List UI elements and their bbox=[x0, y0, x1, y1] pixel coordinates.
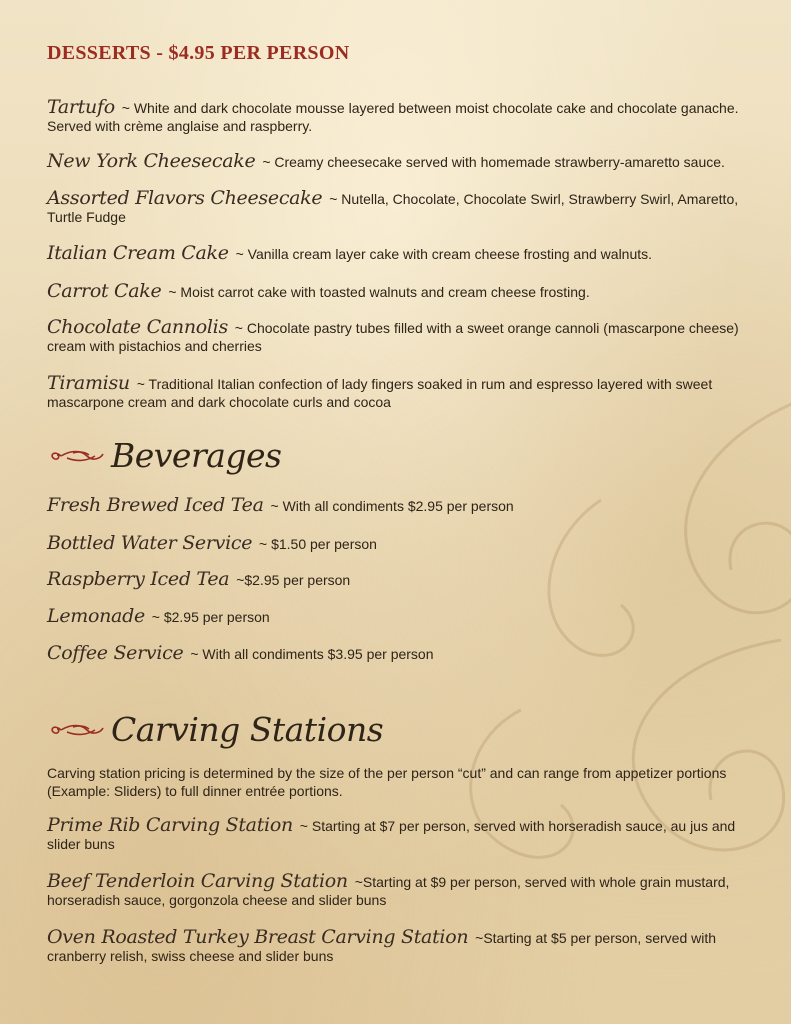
carving-name: Beef Tenderloin Carving Station bbox=[47, 870, 348, 892]
dessert-name: Carrot Cake bbox=[47, 280, 162, 302]
dessert-description: ~ Traditional Italian confection of lady fingers soaked in rum and espresso layered with sweet mascarpone cream and dark chocolate curls and cocoa bbox=[47, 376, 713, 410]
dessert-description: ~ Moist carrot cake with toasted walnuts and cream cheese frosting. bbox=[168, 284, 590, 300]
carving-item bbox=[47, 872, 747, 909]
section-title: Carving Stations bbox=[111, 710, 384, 749]
section-title: Beverages bbox=[111, 436, 282, 475]
carving-item bbox=[47, 928, 747, 965]
carving-name: Oven Roasted Turkey Breast Carving Station bbox=[47, 926, 469, 948]
carving-name: Prime Rib Carving Station bbox=[47, 814, 293, 836]
beverage-item bbox=[47, 607, 747, 626]
dessert-name: Assorted Flavors Cheesecake bbox=[47, 187, 323, 209]
dessert-item bbox=[47, 282, 747, 301]
dessert-item bbox=[47, 189, 747, 226]
scroll-flourish-icon bbox=[47, 719, 105, 741]
dessert-description: ~ Vanilla cream layer cake with cream cheese frosting and walnuts. bbox=[235, 246, 653, 262]
beverage-name: Bottled Water Service bbox=[47, 532, 253, 554]
beverage-name: Lemonade bbox=[47, 605, 145, 627]
dessert-name: Chocolate Cannolis bbox=[47, 316, 228, 338]
dessert-description: ~ White and dark chocolate mousse layered between moist chocolate cake and chocolate ganache. Served with crème anglaise and raspberry. bbox=[47, 100, 739, 134]
beverages-heading bbox=[47, 436, 282, 475]
beverage-name: Raspberry Iced Tea bbox=[47, 568, 230, 590]
beverage-item bbox=[47, 496, 747, 515]
carving-stations-heading bbox=[47, 710, 383, 749]
carving-description: ~Starting at $9 per person, served with whole grain mustard, horseradish sauce, gorgonzola cheese and slider buns bbox=[47, 874, 730, 908]
dessert-name: Italian Cream Cake bbox=[47, 242, 229, 264]
carving-item bbox=[47, 816, 747, 853]
beverage-name: Fresh Brewed Iced Tea bbox=[47, 494, 264, 516]
dessert-item bbox=[47, 244, 747, 263]
beverage-description: ~ $2.95 per person bbox=[151, 609, 270, 625]
beverage-item bbox=[47, 644, 747, 663]
dessert-name: Tartufo bbox=[47, 96, 115, 118]
scroll-flourish-icon bbox=[47, 445, 105, 467]
beverage-name: Coffee Service bbox=[47, 642, 184, 664]
carving-description: ~Starting at $5 per person, served with cranberry relish, swiss cheese and slider buns bbox=[47, 930, 717, 964]
desserts-heading: DESSERTS - $4.95 PER PERSON bbox=[47, 42, 350, 64]
dessert-description: ~ Nutella, Chocolate, Chocolate Swirl, Strawberry Swirl, Amaretto, Turtle Fudge bbox=[47, 191, 739, 225]
dessert-name: Tiramisu bbox=[47, 372, 130, 394]
dessert-item bbox=[47, 318, 747, 355]
beverage-description: ~$2.95 per person bbox=[236, 572, 351, 588]
dessert-item bbox=[47, 152, 747, 171]
beverage-description: ~ With all condiments $2.95 per person bbox=[270, 498, 514, 514]
carving-intro: Carving station pricing is determined by the size of the per person “cut” and can range from appetizer portions (Example: Sliders) to full dinner entrée portions. bbox=[47, 765, 727, 799]
dessert-description: ~ Creamy cheesecake served with homemade strawberry-amaretto sauce. bbox=[262, 154, 725, 170]
dessert-item bbox=[47, 98, 747, 135]
dessert-item bbox=[47, 374, 747, 411]
dessert-description: ~ Chocolate pastry tubes filled with a sweet orange cannoli (mascarpone cheese) cream with pistachios and cherries bbox=[47, 320, 739, 354]
beverage-description: ~ $1.50 per person bbox=[259, 536, 377, 552]
dessert-name: New York Cheesecake bbox=[47, 150, 256, 172]
beverage-item bbox=[47, 534, 747, 553]
carving-description: ~ Starting at $7 per person, served with horseradish sauce, au jus and slider buns bbox=[47, 818, 736, 852]
beverage-item bbox=[47, 570, 747, 589]
beverage-description: ~ With all condiments $3.95 per person bbox=[190, 646, 434, 662]
